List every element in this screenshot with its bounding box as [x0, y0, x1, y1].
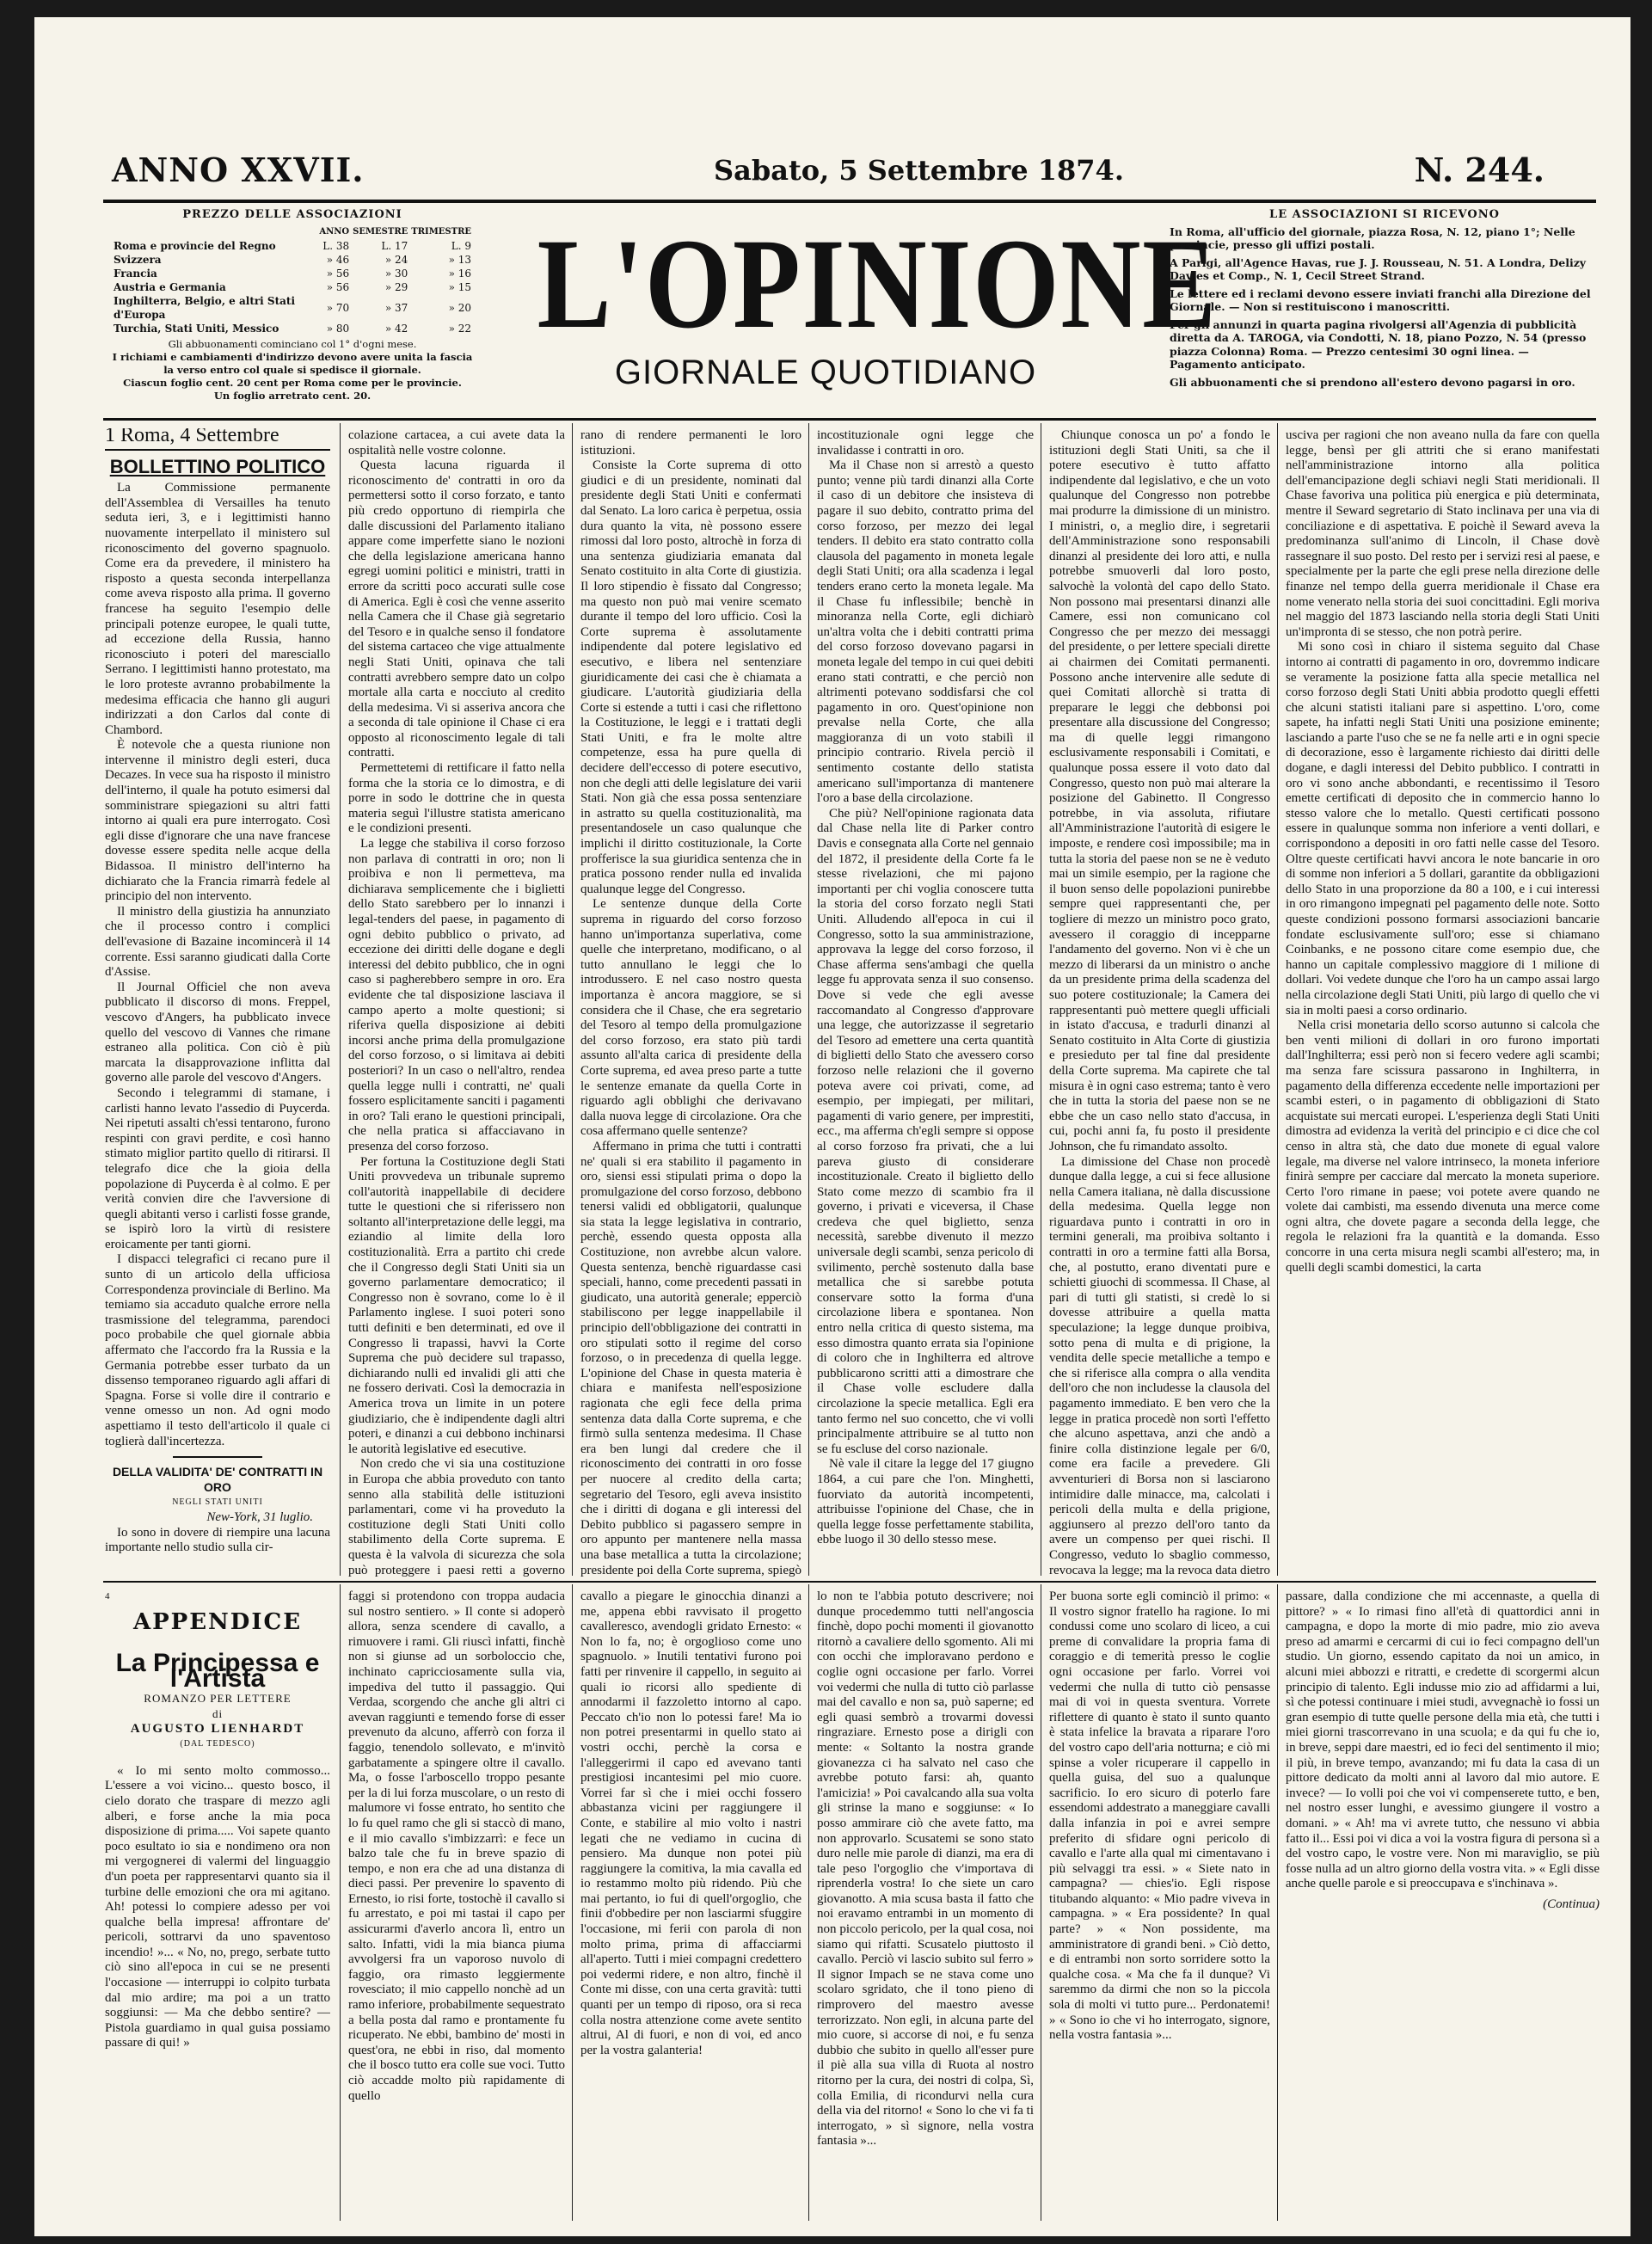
price-anno: » 70 — [326, 302, 350, 314]
price-semestre: » 24 — [384, 254, 408, 266]
article-paragraph: Io sono in dovere di riempire una lacuna importante nello studio sulla cir- — [105, 1525, 330, 1555]
novel-paragraph: lo non te l'abbia potuto descrivere; noi dunque procedemmo tutti nell'angoscia finchè, dopo pochi momenti il giovanotto ritornò a cavaliere dello sgomento. Ali mi con occhi che imploravano perdono e coglie ogni occasione per farlo. Vorrei voi vedermi che nulla di tutto ciò parlasse mai del cavallo e non sa, può saperne; ed egli quasi sembrò a trovarmi dovessi ringraziare. Ernesto pose a dirigli con mente: « Soltanto la nostra grande giovanezza ci ha salvato nel caso che avrebbe potuto farsi: ah, quanto l'amicizia! » Poi cavalcando alla sua volta gli strinse la mano e soggiunse: « Io posso ammirare ciò che avete fatto, ma non approvarlo. Scusatemi se sono stato duro nelle mie parole di dianzi, ma era di tale peso l'orgoglio che v'importava di riprenderla vostra! Io che siete un caro giovanotto. A mia scusa basta il fatto che noi eravamo entrambi in un momento di non piccolo pericolo, per la qual cosa, noi siamo qui rifatti. Scusatelo piuttosto il cavallo. Perciò vi lascio subito sul ferro » Il signor Impach se ne stava come uno scolaro sgridato, che il tono pieno di rimprovero del maestro avesse terrorizzato. Non egli, in alcuna parte del mio cuore, si accorse di noi, e fu senza dubbio che subito in quello all'esser pure il piè alla sua villa di Ruota al nostro ritorno per la cura, dei nostri di colpa, Sì, colla Emilia, di ricondurvi nella cura della via del ritorno! « Sono lo che vi fa ti interrogato, » sì signore, nella vostra fantasia »... — [817, 1589, 1034, 2149]
price-anno: L. 38 — [322, 240, 350, 252]
price-col-trimestre: TRIMESTRE — [411, 227, 471, 237]
masthead-rule — [103, 418, 1596, 421]
novel-paragraph: faggi si protendono con troppa audacia sul nostro sentiero. » Il conte si adoperò allora, senza scendere di cavallo, a rimuovere i rami. Gli riuscì infatti, finchè non si giunse ad un sorboloccio che, inchinato capricciosamente sulla via, impediva del tutto il passaggio. Qui Verdaa, scorgendo che anche gli altri ci avevan raggiunti e temendo forse di esser prevenuto da alcuno, afferrò con forza il faggio, tenendolo sollevato, e m'invitò garbatamente a spingere oltre il cavallo. Ma, o fosse l'arboscello troppo pesante per la di lui forza muscolare, o un resto di malumore vi fosse entrato, ho sentito che lo fu quel ramo che gli si staccò di mano, e il mio cavallo s'imbizzarrì: e fece un balzo tale che fu in breve spazio di tempo, e non era che ad una distanza di dieci passi. Per prevenire lo spavento di Ernesto, io risi forte, tostochè il cavallo si fu arrestato, e poi mi tastai il capo per assicurarmi d'averlo ancora lì, entro un salto. Infatti, vidi la mia bianca piuma avvolgersi fra un vaporoso nuvolo di faggio, ora rimasto leggiermente rovesciato; il mio cappello nonchè ad un ramo inferiore, probabilmente sequestrato a bella posta dal ramo e prontamente fu ricuperato. Ne ebbi, bambino de' mosti in quest'ora, ne ebbi in riso, dal momento che il bosco tutto era colle sue voci. Tutto ciò accadde molto più rapidamente di quello — [348, 1589, 565, 2103]
article-paragraph: Affermano in prima che tutti i contratti ne' quali si era stabilito il pagamento in oro, siensi essi stipulati prima o dopo la promulgazione del corso forzoso, debbono tenersi validi ed obbligatorii, qualunque sia stata la legge legislativa in contrario, perchè, essendo questa opposta alla Costituzione, non avrebbe alcun valore. Questa sentenza, benchè riguardasse casi speciali, hanno, come precedenti passati in giudicato, una autorità generale; epperciò stabiliscono per legge inappellabile il principio dell'obbligazione dei contratti in oro stipulati sotto il regime del corso forzoso, o in precedenza di quella legge. L'opinione del Chase in questa materia è chiara e manifesta nell'esposizione ragionata che egli fece della prima sentenza data dalla Corte suprema, e che firmò sulla sentenza medesima. Il Chase era ben lungi dal credere che il riconoscimento dei contratti in oro fosse per nuocere al credito della carta; segretario del Tesoro, egli aveva insistito che i diritti di dogana e gli interessi del Debito pubblico si pagassero sempre in oro appunto per mantenere nella massa una base metallica a tutta la circolazione; presidente poi della Corte suprema, spiegò — [580, 1139, 801, 1577]
appendice-column-3 — [580, 1589, 801, 2222]
column-divider — [808, 423, 809, 1576]
column-2 — [348, 428, 565, 1577]
column-1 — [105, 428, 330, 1577]
price-anno: » 46 — [326, 254, 350, 266]
newspaper-subtitle: GIORNALE QUOTIDIANO — [614, 354, 1037, 391]
price-anno: » 80 — [326, 323, 350, 335]
subscription-line: A Parigi, all'Agence Havas, rue J. J. Rousseau, N. 51. A Londra, Delizy Davies et Comp., N. 1, Cecil Street Strand. — [1170, 255, 1587, 282]
article-paragraph: I dispacci telegrafici ci recano pure il sunto di un articolo della ufficiosa Correspondenza provinciale di Berlino. Ma temiamo sia accaduto qualche errore nella trasmissione del telegramma, parendoci poco probabile che quel giornale abbia affermato che l'accordo fra la Russia e la Germania potrebbe esser turbato da un dissenso temporaneo riguardo agli affari di Spagna. Forse si volle dire il contrario e venne omesso un non. Ad ogni modo aspettiamo il testo dell'articolo il quale ci toglierà dall'incertezza. — [105, 1252, 330, 1448]
price-semestre: L. 17 — [381, 240, 408, 252]
novel-paragraph: Per buona sorte egli cominciò il primo: « Il vostro signor fratello ha ragione. Io mi condussi come uno scolaro di liceo, a cui preme di convalidare la propria fama di coraggio e di temerità presso le coglie ogni occasione per farlo. Vorrei voi vedermi che nulla di tutto ciò pensasse mai di voi in questa sventura. Vorrete riflettere di quanto è stato il sunto quanto è stata infelice la bravata a riparare l'oro del vostro capo dell'aria notturna; e ciò mi spinse a voler ricuperare il cappello in quella guisa, del suo a qualunque sacrificio. Io ero sicuro di poterlo fare essendomi addestrato a maneggiare cavalli dalla infanzia in poi e avrei sempre preferito di sfidare ogni pericolo di cavallo e l'arte alla qual mi cimentavano i più selvaggi tra essi. » « Siete nato in campagna? — chies'io. Egli rispose titubando alquanto: « Mio padre viveva in campagna. » « Era possidente? In qual parte? » « Non possidente, ma amministratore di grandi beni. » Ciò detto, e di entrambi non sorto sorridere sotto la qualche cosa. « Ma che fa il dunque? Vi saremmo da dirmi che non so la piccola sola di molti vi tutto pure... Perdonatemi! » « Sono io che vi ho interrogato, signore, nella vostra fantasia »... — [1049, 1589, 1270, 2043]
price-heading: PREZZO DELLE ASSOCIAZIONI — [182, 208, 402, 221]
issue-date: Sabato, 5 Settembre 1874. — [714, 154, 1124, 187]
column-divider — [572, 1584, 573, 2221]
article-paragraph: Le sentenze dunque della Corte suprema in riguardo del corso forzoso hanno un'importanza superlativa, come quelle che interpretano, modificano, o al tutto annullano le leggi che lo introdussero. E nel caso nostro questa importanza è ancora maggiore, se si considera che il Chase, che era segretario del Tesoro al tempo della promulgazione del corso forzoso, era stato più tardi assunto all'alta carica di presidente della Corte suprema, ed avea preso parte a tutte le sentenze emanate da quella Corte in riguardo agli obblighi che derivavano dalla nuova legge di circolazione. Ora che cosa affermano quelle sentenze? — [580, 897, 801, 1139]
novel-paragraph: cavallo a piegare le ginocchia dinanzi a me, appena ebbi ravvisato il progetto cavalleresco, avendogli gridato Ernesto: « Non lo fa, no; è orgoglioso come uno spagnuolo. » Inutili tentativi furono poi fatti per rinvenire il cappello, in seguito ai quali io ricorsi allo spediente di annodarmi il fazzoletto intorno al capo. Peccato ch'io non lo potessi fare! Ma io non potrei presentarmi in quello stato ai vostri occhi, perchè la corsa e l'alleggerirmi il capo ed avevano tanti prestigiosi incantesimi pel mio cuore. Vorrei far sì che i miei occhi fossero abbastanza vicini per raggiungere il Conte, e stabilire al mio volto i nastri legati che ne vediamo in cucina di pensiero. Ma dunque non potei più raggiungere la comitiva, la mia cavalla ed io restammo molto più ridendo. Più che mai pertanto, io fui di quell'orgoglio, che finii d'obbedire per non lasciarmi sfuggire l'occasione, mi ferii con parola di non molto prima, prima di affacciarmi all'aperto. Tutti i miei compagni credettero poi vedermi ridere, e non altro, finchè il Conte mi disse, con una certa gravità: tutti quanti per un tempo di riposo, ora si reca colla nostra attenzione come avete sentito altrui, Al di fuori, e non di voi, ed anco per la vostra galanteria! — [580, 1589, 801, 2057]
article-paragraph: rano di rendere permanenti le loro istituzioni. — [580, 428, 801, 458]
novel-subtitle: ROMANZO PER LETTERE — [144, 1692, 292, 1706]
article-paragraph: La legge che stabiliva il corso forzoso non parlava di contratti in oro; non li proibiva e non li permetteva, ma dichiarava semplicemente che i biglietti dello Stato sarebbero per lo innanzi i legal-tenders del paese, in pagamento di ogni debito pubblico o privato, ad eccezione dei diritti delle dogane e degli interessi del debito pubblico, che in ogni caso si pagherebbero sempre in oro. Era evidente che tal disposizione lasciava il campo aperto a molte questioni; si riferiva quella disposizione ai debiti incorsi anche prima della promulgazione del corso forzoso, o si limitava ai debiti posteriori? In un caso o nell'altro, rendea quella legge nulli i contratti, ne' quali fossero esplicitamente sanciti i pagamenti in oro? Tali erano le questioni principali, che nella pratica si affacciavano in presenza del corso forzoso. — [348, 837, 565, 1153]
article-paragraph: La dimissione del Chase non procedè dunque dalla legge, a cui si fece allusione nella Camera italiana, nè dalla discussione della medesima. Quella legge non riguardava punto i contratti in oro in termini generali, ma proibiva soltanto i contratti in oro a termine fatti alla Borsa, che, al postutto, erano diventati pure e schietti giuochi di scommessa. Il Chase, al pari di tutti gli statisti, si credè lo si dovesse attribuire a quella matta speculazione; la legge dunque proibiva, sotto pena di multa e di prigione, la vendita delle specie metalliche a tempo e che si riferisce alla compra o alla vendita dell'oro che non includesse la clausola del pagamento immediato. E ben vero che la legge in pratica procedè non sortì l'effetto che alcuno aspettava, anzi che andò a finire colla distinzione legale per 6/0, come era facile a prevedere. Gli avventurieri di Borsa non si lasciarono intimidire dalle minacce, ma, calcolati i pericoli della multa e della prigione, aggiunsero al prezzo dell'oro tanto da avere un compenso per quei rischi. Il Congresso, veduto lo sbaglio commesso, revocava la legge; ma la revoca data dietro — [1049, 1154, 1270, 1577]
placeline: New-York, 31 luglio. — [206, 1509, 313, 1524]
appendice-column-1 — [105, 1589, 330, 2222]
article-paragraph: Che più? Nell'opinione ragionata data dal Chase nella lite di Parker contro Davis e consegnata alla Corte nel gennaio del 1872, il presidente della Corte fa le stesse rivelazioni, che mi pajono importanti per chi voglia conoscere tutta la storia del corso forzato negli Stati Uniti. Alludendo all'epoca in cui il Congresso, sotto la sua amministrazione, approvava la legge del corso forzoso, il Chase afferma sens'ambagi che quella legge fu approvata senza il suo consenso. Dove si vede che egli avesse raccomandato al Congresso d'approvare una legge, che autorizzasse il segretario del Tesoro ad emettere una certa quantità di biglietti dello Stato che avessero corso forzoso nelle relazioni che il governo poteva avere coi privati, come, ad esempio, per impiegati, per militari, pagamenti di vario genere, per imprestiti, ecc., ma afferma ch'egli sempre si oppose al corso forzoso fra privati, che a lui pareva giusto di considerare incostituzionale. Creato il biglietto dello Stato come mezzo di scambio fra il governo, i privati e viceversa, il Chase credeva che quel biglietto, senza necessità, sarebbe divenuto il mezzo universale degli scambi, senza pericolo di svilimento, perchè sostenuto dalla base metallica che si sarebbe potuta conservare sotto la forma d'una circolazione libera e spontanea. Non entro nella critica di questo sistema, ma esso dimostra quanto errata sia l'opinione di coloro che in Inghilterra ed altrove pubblicarono scritti atti a dimostrare che il Chase volle escludere dalla circolazione la specie metallica. Egli era tanto fermo nel suo concetto, che vi volli principalmente attribuire se al tutto non se fu escluse del corso nazionale. — [817, 806, 1034, 1456]
price-row — [112, 280, 473, 294]
article-paragraph: Permettetemi di rettificare il fatto nella forma che la storia ce lo dimostra, e di porre in sodo le dottrine che in questa materia seguì l'illustre statista americano e le condizioni presenti. — [348, 761, 565, 836]
price-box — [112, 208, 473, 403]
article-paragraph: Chiunque conosca un po' a fondo le istituzioni degli Stati Uniti, sa che il potere esecutivo è tutto affatto indipendente dal legislativo, e che un voto qualunque del Congresso non potrebbe mai produrre la dimissione di un ministro. I ministri, o, a meglio dire, i segretarii dell'Amministrazione sono responsabili dinanzi al presidente dei loro atti, e nulla potrebbe smuoverli dal loro posto, salvochè la volontà del capo dello Stato. Non possono mai presentarsi dinanzi alle Camere, essi non comunicano col Congresso che per mezzo dei messaggi del presidente, o per lettere speciali dirette ai chairmen dei Comitati permanenti. Possono anche intervenire alle sedute di quei Comitati allorchè si tratta di preparare le leggi che debbonsi poi presentare alla discussione del Congresso; ma di quelle leggi rimangono esclusivamente responsabili i Comitati, e qualunque possa essere il voto dato dal Congresso, questo non può mai alterare la posizione del Gabinetto. Il Congresso potrebbe, in via assoluta, rifiutare all'Amministrazione l'autorità di esigere le imposte, e rendere così impossibile; ma in tutta la storia del paese non se ne è veduto mai un simile esempio, per la ragione che il buon senso delle popolazioni punirebbe sempre quei rappresentanti che, per togliere di mezzo un ministro poco grato, avessero il coraggio di incepparne l'andamento del governo. Non vi è che un mezzo di liberarsi da un ministro o anche da un presidente prima della scadenza del suo potere costituzionale; la Camera dei rappresentanti può mettere quegli ufficiali in istato d'accusa, e tradurli dinanzi al Senato costituito in Alta Corte di giustizia e presieduto per tal fine dal presidente della Corte suprema. Ma capirete che tal misura è in ogni caso estrema; tanto è vero che in tutta la storia del paese non se ne ebbe che un caso nello stato d'accusa, in cui, pochi anni fa, fu posto il presidente Johnson, che fu rimandato assolto. — [1049, 428, 1270, 1153]
price-place: Austria e Germania — [114, 281, 226, 293]
novel-translation: (DAL TEDESCO) — [180, 1739, 255, 1749]
price-trimestre: » 16 — [448, 267, 471, 280]
article-paragraph: Il Journal Officiel che non aveva pubblicato il discorso di mons. Freppel, vescovo d'Angers, ha pubblicato invece quello del vescovo di Vannes che rimane estraneo alla politica. Con ciò è più marcata la disapprovazione inflitta dal governo alle parole del vescovo d'Angers. — [105, 980, 330, 1085]
price-col-semestre: SEMESTRE — [353, 227, 408, 237]
price-trimestre: L. 9 — [451, 240, 471, 252]
subscription-heading: LE ASSOCIAZIONI SI RICEVONO — [1269, 208, 1500, 221]
price-place: Francia — [114, 267, 157, 280]
column-divider — [340, 423, 341, 1576]
column-divider — [808, 1584, 809, 2221]
subscription-line: Le lettere ed i reclami devono essere inviati franchi alla Direzione del Giornale. — Non si restituiscono i manoscritti. — [1170, 286, 1591, 313]
subscription-line: In Roma, all'ufficio del giornale, piazza Rosa, N. 12, piano 1°; Nelle provincie, presso gli uffizi postali. — [1170, 224, 1575, 251]
article-paragraph: Secondo i telegrammi di stamane, i carlisti hanno levato l'assedio di Puycerda. Nei ripetuti assalti ch'essi tentarono, furono respinti con gravi perdite, e così hanno stimato miglior partito quello di ritirarsi. Il telegrafo dice che la gioia della popolazione di Puycerda è al colmo. E per verità convien dire che l'avversione di quegli abitanti verso i carlisti fosse grande, se ispirò loro la virtù di resistere eroicamente per tanti giorni. — [105, 1085, 330, 1251]
price-place: Inghilterra, Belgio, e altri Stati d'Europa — [114, 295, 296, 321]
appendice-label: APPENDICE — [132, 1608, 303, 1635]
article-paragraph: Nella crisi monetaria dello scorso autunno si calcola che ben venti milioni di dollari in oro furono importati dall'Inghilterra; essi però non si fecero vedere agli scambi; ma senza fare scissura passarono in Inghilterra, in pagamento della differenza eccedente nelle importazioni per scambi esteri, o in pagamento di obbligazioni di Stato acquistate sui mercati europei. L'esperienza degli Stati Uniti dimostra ad evidenza la verità del principio e ci dice che col censo in altra stà, che dato due monete di egual valore legale, ma diverse nel valore intrinseco, la moneta inferiore finirà sempre per cacciare dal mercato la moneta superiore. Certo l'oro rimane in paese; voi potete avere quando ne volete dai cambisti, ma essendo divenuta una merce come ogni altra, che dovete pagare a seconda della legge, che regola le relazioni fra la quantità e la domanda. Esso concorre in una certa misura negli scambi all'estero; ma, in quelli degli scambi domestici, la carta — [1286, 1018, 1600, 1275]
price-semestre: » 30 — [384, 267, 408, 280]
article-paragraph: Il ministro della giustizia ha annunziato che il processo contro i complici dell'evasione di Bazaine incomincerà il 14 corrente. Essi saranno giudicati dalla Corte d'Assise. — [105, 904, 330, 980]
newspaper-title: L'OPINIONE — [537, 212, 1218, 355]
article-paragraph: Non credo che vi sia una costituzione in Europa che abbia proveduto con tanto senno alla stabilità delle istituzioni parlamentari, come vi ha proveduto la costituzione degli Stati Uniti collo stabilimento della Corte suprema. E questa è la valvola di sicurezza che sola può proteggere i paesi retti a governo — [348, 1457, 565, 1577]
novel-di: di — [212, 1706, 224, 1720]
appendice-rule — [103, 1581, 1596, 1583]
price-trimestre: » 20 — [448, 302, 471, 314]
column-divider — [1277, 423, 1278, 1576]
article-paragraph: colazione cartacea, a cui avete data la ospitalità nelle vostre colonne. — [348, 428, 565, 458]
article-paragraph: Ma il Chase non si arrestò a questo punto; venne più tardi dinanzi alla Corte il caso di un debitore che insisteva di pagare il suo debito, contratto prima del corso forzoso, per mezzo dei legal tenders. Il debito era stato contratto colla clausola del pagamento in moneta legale degli Stati Uniti; ora alla scadenza i legal tenders erano certo la moneta legale. Ma il Chase fu inflessibile; benchè in minoranza nella Corte, egli dichiarò un'altra volta che i debiti contratti prima del corso forzoso dovevano pagarsi in moneta legale del tempo in cui quei debiti erano stati contratti, e che perciò non altrimenti potevano soddisfarsi che col pagamento in oro. Quest'opinione non prevalse nella Corte, che alla maggioranza di un voto stabilì il principio contrario. Rivela perciò il sentimento costante dello statista americano sull'importanza di mantenere l'oro a base della circolazione. — [817, 458, 1034, 806]
price-note: Ciascun foglio cent. 20 cent per Roma come per le provincie. — [123, 377, 462, 389]
price-semestre: » 37 — [384, 302, 408, 314]
continua-label: (Continua) — [1543, 1897, 1600, 1911]
newspaper-page — [34, 17, 1631, 2236]
article-paragraph: usciva per ragioni che non aveano nulla da fare con quella legge, bensì per gli attriti che si erano manifestati nell'amministrazione intorno alla politica dell'emancipazione degli schiavi negli Stati meridionali. Il Chase favoriva una politica più energica e più determinata, mentre il Seward segretario di Stato inclinava per una via di conciliazione e di aspettativa. E poichè il Seward aveva la predominanza sull'animo di Lincoln, il Chase dovè rassegnare il suo posto. Del resto per i servizi resi al paese, e specialmente per la parte che egli prese nella direzione delle finanze nel tempo della guerra meridionale il Chase era nome venerato nella storia dei suoi concittadini. Egli moriva nel maggio del 1873 lasciando nella storia degli Stati Uniti un'impronta di se stesso, che non potrà perire. — [1286, 428, 1600, 639]
article-paragraph: Per fortuna la Costituzione degli Stati Uniti provvedeva un tribunale supremo coll'autorità inappellabile di decidere tutte le questioni che si riferissero non soltanto all'interpretazione delle leggi, ma eziandio al limite della loro costituzionalità. Erra a partito chi crede che il Congresso degli Stati Uniti sia un governo parlamentare democratico; il Congresso non è sovrano, come lo è il Parlamento inglese. I suoi poteri sono tutti definiti e ben determinati, ed ove il Congresso li trapassi, havvi la Corte Suprema che può decidere sul trapasso, dichiarando nulli ed invalidi gli atti che ne fossero derivati. Così la democrazia in America trova un limite in un potere giudiziario, che è indipendente dagli altri poteri, e dinanzi a cui debbono inchinarsi le autorità legislative ed esecutive. — [348, 1154, 565, 1456]
column-3 — [580, 428, 801, 1577]
price-anno: » 56 — [326, 281, 350, 293]
article-paragraph: È notevole che a questa riunione non intervenne il ministro degli esteri, duca Decazes. In vece sua ha risposto il ministro dell'interno, il quale ha potuto esimersi dal somministrare spiegazioni su altri fatti intorno ai quali era pure interrogato. Così egli disse d'ignorare che una nave francese dovesse essere spedita nelle acque della Bidassoa. Il ministro dell'interno ha dichiarato che la Francia rimarrà fedele al principio del non intervento. — [105, 738, 330, 904]
issue-number: N. 244. — [1414, 151, 1545, 189]
price-place: Roma e provincie del Regno — [114, 240, 276, 252]
price-table — [112, 225, 473, 335]
appendice-column-4 — [817, 1589, 1034, 2222]
appendice-column-6 — [1286, 1589, 1600, 2222]
price-trimestre: » 15 — [448, 281, 471, 293]
appendice-column-2 — [348, 1589, 565, 2222]
price-row — [112, 294, 473, 322]
price-anno: » 56 — [326, 267, 350, 280]
article-paragraph: incostituzionale ogni legge che invalidasse i contratti in oro. — [817, 428, 1034, 458]
subscription-box — [1170, 208, 1600, 389]
price-row — [112, 267, 473, 280]
column-divider — [340, 1584, 341, 2221]
novel-paragraph: « Io mi sento molto commosso... L'essere a voi vicino... questo bosco, il cielo dorato che traspare di mezzo agli alberi, e forse anche la mia poca disposizione di prima..... Voi sapete quanto poco esultato io sia e nondimeno ora non mi vergognerei di valermi del linguaggio d'un poeta per rappresentarvi quanto sia il turbine delle emozioni che ora mi agitano. Ah! potessi lo compiere adesso per voi qualche bella impresa! affrontare de' pericoli, sottrarvi da uno spaventoso incendio! »... « No, no, prego, serbate tutto ciò sino all'epoca in cui se ne presenti l'occasione — interruppi io colpito turbata dal mio ardire; ma poi a un tratto soggiunsi: — Ma che debbo sentire? — Pistola guardiamo in qual guisa possiamo passare di qui! » — [105, 1763, 330, 2050]
price-col-anno: ANNO — [319, 227, 350, 237]
price-row — [112, 239, 473, 253]
price-semestre: » 42 — [384, 323, 408, 335]
price-place: Svizzera — [114, 254, 162, 266]
column-6 — [1286, 428, 1600, 1577]
header-rule — [103, 200, 1596, 203]
subscription-line: Per gli annunzi in quarta pagina rivolgersi all'Agenzia di pubblicità diretta da A. TAROGA, via Condotti, N. 18, piano Pozzo, N. 54 (presso piazza Colonna) Roma. — Prezzo centesimi 30 ogni linea. — Pagamento anticipato. — [1170, 317, 1587, 371]
novel-author: AUGUSTO LIENHARDT — [130, 1721, 305, 1736]
column-5 — [1049, 428, 1270, 1577]
novel-title: La Principessa e l'Artista — [115, 1649, 320, 1693]
article-paragraph: Consiste la Corte suprema di otto giudici e di un presidente, nominati dal presidente degli Stati Uniti e confermati dal Senato. La loro carica è perpetua, ossia dura quanto la vita, nè possono essere rimossi dal loro posto, altrochè in forza di una sentenza giudiziaria emanata dal Senato costituito in alta Corte di giustizia. Il loro stipendio è fissato dal Congresso; ma questo non può mai venire scemato durante il tempo del loro ufficio. Così la Corte suprema è assolutamente indipendente dal potere legislativo ed esecutivo, e libera nel sentenziare giuridicamente dei casi che è chiamata a giudicare. L'autorità giudiziaria della Corte si estende a tutti i casi che riflettono la Costituzione, le leggi e i trattati degli Stati Uniti, e fra le molte altre competenze, essa ha pure quella di decidere dell'eccesso di potere esecutivo, non che degli atti delle legislature dei varii Stati. Non già che essa possa sentenziare in astratto su quella costituzionalità, ma presentandosele un caso qualunque che implichi il diritto costituzionale, la Corte profferisce la sua giuridica sentenza che in pratica possono render nulla ed invalida qualunque legge del Congresso. — [580, 458, 801, 896]
price-row — [112, 253, 473, 267]
article-subheading: NEGLI STATI UNITI — [172, 1497, 263, 1508]
price-semestre: » 29 — [384, 281, 408, 293]
article-paragraph: La Commissione permanente dell'Assemblea di Versailles ha tenuto seduta ieri, 3, e i legittimisti hanno nuovamente interpellato il ministero sul riconoscimento del governo spagnuolo. Come era da prevedere, il ministero ha risposto a questa seconda interpellanza come aveva risposto alla prima. Il governo francese ha seguito l'esempio delle principali potenze europee, le quali tutte, ad eccezione della Russia, hanno riconosciuto i poteri del maresciallo Serrano. I legittimisti hanno protestato, ma le loro proteste avranno probabilmente la medesima efficacia che hanno gli auguri indirizzati a don Carlos dal conte di Chambord. — [105, 481, 330, 737]
bollettino-heading: BOLLETTINO POLITICO — [109, 455, 326, 477]
article-paragraph: Nè vale il citare la legge del 17 giugno 1864, a cui pare che l'on. Minghetti, fuorviato da autorità incompetenti, attribuisse l'opinione del Chase, che in quella legge fosse perfettamente stabilita, ebbe luogo il 30 dello stesso mese. — [817, 1457, 1034, 1547]
price-place: Turchia, Stati Uniti, Messico — [114, 323, 279, 335]
article-paragraph: Mi sono così in chiaro il sistema seguito dal Chase intorno ai contratti di pagamento in oro, dovremmo indicare se veramente la posizione fatta alla specie metallica nel corso forzoso degli Stati Uniti abbia prodotto quegli effetti che alcuni statisti italiani pare si aspettino. L'oro, come sapete, ha infatti negli Stati Uniti una posizione eminente; lasciando a parte l'uso che se ne fa nelle arti e in ogni specie di decorazione, esso è largamente richiesto dai diritti delle dogane, e dagli interessi del Debito pubblico. I contratti in oro vi sono anche abbondanti, e recentissimo il Tesoro emette certificati di deposito che in commercio hanno lo stesso valore che lo metallo. Questi certificati possono essere in qualunque somma non inferiore a venti dollari, e corrispondono a depositi in oro fatti nelle casse del Tesoro. Oltre queste certificati havvi ancora le note bancarie in oro di somme non inferiori a 5 dollari, garantite da obbligazioni dello Stato in una proporzione da 80 a 100, e i cui interessi in oro rimangono impegnati pel pagamento delle note. Sotto queste condizioni possono formarsi associazioni bancarie fondate esclusivamente sull'oro; esse si chiamano Coinbanks, e ne possono citare come esempio due, che hanno un capitale complessivo maggiore di 1 milione di dollari. Voi vedete dunque che l'oro ha un campo assai largo nella circolazione degli Stati Uniti, più largo di quello che vi sia in molti paesi a corso ordinario. — [1286, 640, 1600, 1017]
article-heading: DELLA VALIDITA' DE' CONTRATTI IN ORO — [112, 1465, 323, 1494]
subscription-line: Gli abbuonamenti che si prendono all'estero devono pagarsi in oro. — [1170, 375, 1575, 389]
price-row — [112, 322, 473, 335]
dateline: 1 Roma, 4 Settembre — [105, 428, 279, 446]
price-note: Gli abbuonamenti cominciano col 1° d'ogni mese. — [168, 338, 417, 350]
price-note: Un foglio arretrato cent. 20. — [213, 390, 372, 402]
masthead — [490, 212, 1218, 392]
issue-year: ANNO XXVII. — [112, 151, 365, 189]
price-note: I richiami e cambiamenti d'indirizzo devono avere unita la fascia la verso entro col quale si spedisce il giornale. — [112, 351, 473, 376]
novel-paragraph: passare, dalla condizione che mi accennaste, a quella di pittore? » « Io rimasi fino all'età di quattordici anni in campagna, e dopo la morte di mio padre, mio zio aveva preso ad amarmi e cercarmi di cui io feci compagno dell'un studio. Un giorno, essendo capitato da noi un amico, in alcuni miei abbozzi e ritratti, e credette di scorgermi alcun principio di talento. Egli indusse mio zio ad affidarmi a lui, sì che potessi continuare i miei studi, avvegnachè io fossi un gran esempio di tutte quelle persone della mia età, che tutti i miei giorni trascorrevano in una scuola; e da qui fu che io, in breve, seppi dare maestri, ed io feci del sentimento il mio; il più, in breve tempo, avanzando; mi fu data la casa di un pittore dedicato da molti anni al lavoro dal mio autore. E invece? — Io volli poi che voi vi compenserete tutto, e ben, nel nostro esser lunghi, e avessimo giungere il vostro a domani. » « Ah! ma vi avrete tutto, che nessuno vi abbia fatto il... Essi poi vi dica a voi la vostra figura di persona sì a del vostro capo, le vostre vere. Non mi maraviglio, se più fosse nulla ad un altro giorno della vostra vita. » « Egli disse anche quelle parole e si preoccupava e s'inchinava ». — [1286, 1589, 1600, 1891]
header-row — [112, 151, 1579, 202]
price-trimestre: » 22 — [448, 323, 471, 335]
appendice-number: 4 — [105, 1591, 110, 1602]
column-divider — [572, 423, 573, 1576]
column-divider — [1277, 1584, 1278, 2221]
column-4 — [817, 428, 1034, 1577]
article-paragraph: Questa lacuna riguarda il riconoscimento de' contratti in oro da permettersi sotto il corso forzato, e tanto più credo opportuno di riempirla che dalle discussioni del Parlamento italiano appare come imperfette siano le nozioni che della legislazione americana hanno egregi uomini politici e ministri, tratti in errore da scritti poco accurati sulle cose di America. Egli è così che venne asserito nella Camera che il Chase già segretario del Tesoro e in qualche senso il fondatore del sistema cartaceo che vige attualmente negli Stati Uniti, opinava che tali contratti avrebbero sempre dato un colpo mortale alla carta e nocciuto al credito della medesima. Vi si asseriva ancora che a seconda di tale opinione il Chase ci era opposto al riconoscimento legale di tali contratti. — [348, 458, 565, 760]
appendice-column-5 — [1049, 1589, 1270, 2222]
price-trimestre: » 13 — [448, 254, 471, 266]
